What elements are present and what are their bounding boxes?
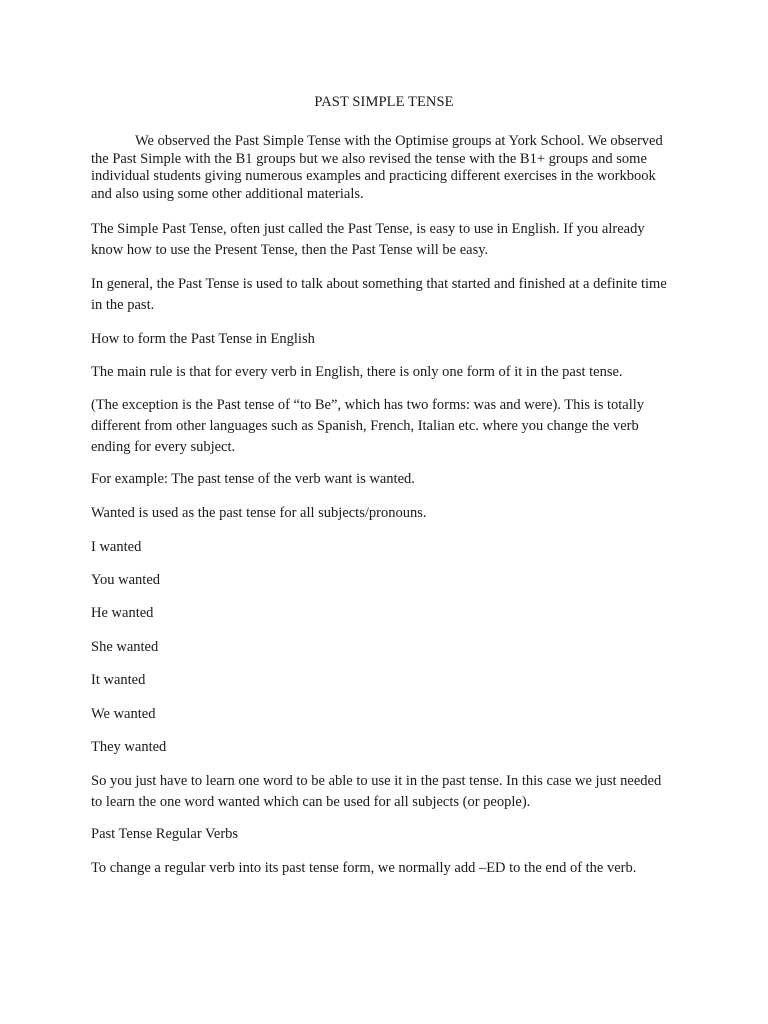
conjugation-line: It wanted xyxy=(91,672,146,688)
conjugation-line: She wanted xyxy=(91,639,159,655)
paragraph-example: For example: The past tense of the verb want is wanted. xyxy=(91,471,415,487)
conjugation-line: You wanted xyxy=(91,572,161,588)
document-title: PAST SIMPLE TENSE xyxy=(314,94,454,110)
conjugation-line: We wanted xyxy=(91,706,156,722)
heading-regular-verbs: Past Tense Regular Verbs xyxy=(91,826,239,842)
paragraph-exception-to-be: (The exception is the Past tense of “to Be”, which has two forms: was and were). This is totally different from other languages such as Spanish, French, Italian etc. where you change the verb ending for every subject. xyxy=(91,397,645,455)
paragraph-simple-past-definition: The Simple Past Tense, often just called the Past Tense, is easy to use in English. If you already know how to use the Present Tense, then the Past Tense will be easy. xyxy=(91,221,645,258)
paragraph-main-rule: The main rule is that for every verb in English, there is only one form of it in the past tense. xyxy=(91,364,623,380)
conjugation-line: He wanted xyxy=(91,605,154,621)
heading-how-to-form: How to form the Past Tense in English xyxy=(91,331,315,347)
conjugation-line: I wanted xyxy=(91,539,142,555)
paragraph-add-ed: To change a regular verb into its past tense form, we normally add –ED to the end of the verb. xyxy=(91,860,637,876)
paragraph-learn-one-word: So you just have to learn one word to be able to use it in the past tense. In this case we just needed to learn the one word wanted which can be used for all subjects (or people). xyxy=(91,773,662,810)
intro-paragraph: We observed the Past Simple Tense with the Optimise groups at York School. We observed the Past Simple with the B1 groups but we also revised the tense with the B1+ groups and some individual students giving numerous examples and practicing different exercises in the workbook and also using some other additional materials. xyxy=(91,133,663,203)
conjugation-line: They wanted xyxy=(91,739,167,755)
paragraph-wanted-all-subjects: Wanted is used as the past tense for all subjects/pronouns. xyxy=(91,505,427,521)
paragraph-general-usage: In general, the Past Tense is used to talk about something that started and finished at a definite time in the past. xyxy=(91,276,667,313)
